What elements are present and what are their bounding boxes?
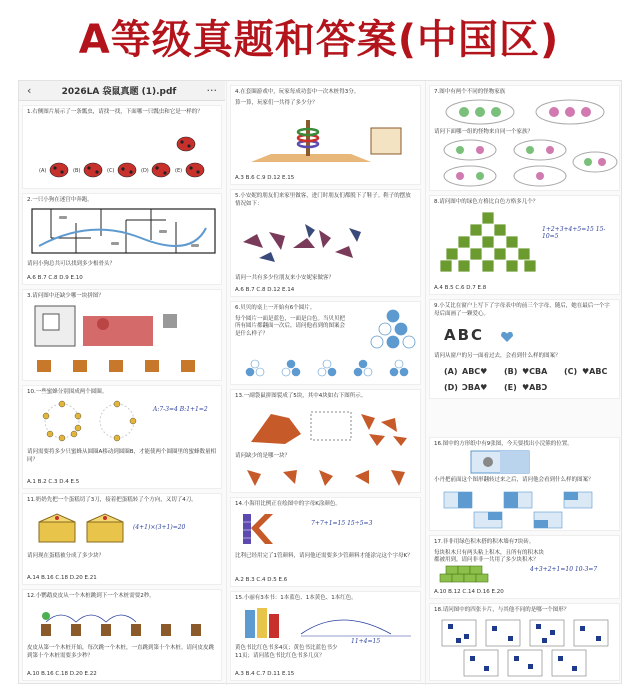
disc-options-icon <box>241 358 421 382</box>
question-text: 8.请问图中的绿色方格比白色方格多几个？ <box>434 199 539 205</box>
question-subtext: 小丹把前面这个图形翻转过来之后，请问他会看到什么样的图案？ <box>434 477 594 483</box>
question-card-16 <box>429 437 620 531</box>
question-card-14 <box>230 497 421 587</box>
pdf-title: 2026LA 袋鼠真题 (1).pdf <box>61 87 177 97</box>
question-text: 12.小鹦鹉皮皮从一个木桩跳到下一个木桩需要2秒。 <box>27 593 155 599</box>
handwritten-note: A:7-3=4 B:1+1=2 <box>153 406 208 413</box>
shoes-icon <box>239 212 419 268</box>
svg-text:♥ABƆ: ♥ABƆ <box>522 383 548 392</box>
handwritten-note: 7+7+1=15 15÷5=3 <box>311 520 373 527</box>
monster-family-icon <box>440 98 620 126</box>
bee-icon <box>37 398 147 444</box>
stumps-icon <box>31 604 221 638</box>
svg-text:(D): (D) <box>141 168 149 174</box>
letter-k-icon <box>241 512 291 546</box>
question-card-17 <box>429 535 620 599</box>
question-card-11 <box>22 493 222 585</box>
question-card-3 <box>22 289 222 381</box>
discs-icon <box>363 308 421 352</box>
svg-text:(E): (E) <box>175 168 183 174</box>
handwritten-note: 1+2+3+4+5=15 15-10=5 <box>542 226 606 240</box>
svg-text:(E): (E) <box>504 383 517 392</box>
question-card-10 <box>22 385 222 489</box>
question-subtext: 请问需要将多少只蜜蜂从圆圈A移动到圆圈B，才能使两个圆圈里的蜜蜂数量相同？ <box>27 449 217 463</box>
question-text: 14.小海用比例正在绘图中的字母K涂颜色。 <box>235 501 341 507</box>
question-text: 3.请问图中还缺少哪一块拼图？ <box>27 293 104 299</box>
question-text: 16.图中的方形纸中有9张图，今天要找出小浣熊的位置。 <box>434 441 573 447</box>
banner <box>0 0 638 72</box>
answer-options: A.6 B.7 C.8 D.9 E.10 <box>27 275 83 281</box>
question-subtext: 算一算，玩家们一共得了多少分？ <box>235 99 318 106</box>
cake-icon <box>37 512 127 546</box>
svg-text:(C): (C) <box>107 168 115 174</box>
question-subtext: 每块积木只有两头粘上积木，且所有的积木块都被用到，请问非非一共用了多少块积木？ <box>434 549 545 563</box>
question-subtext: 黄色书比红色书多4页；黄色书比蓝色书少11页；请问蓝色书比红色书多几页？ <box>235 645 338 659</box>
green-squares-icon <box>440 210 536 276</box>
answer-options: A.3 B.6 C.9 D.12 E.15 <box>235 175 295 181</box>
question-text: 9.小艾比在窗户上写下了字母表中的前三个字母，随后，她在最后一个字母后面画了一颗爱心。 <box>434 303 610 317</box>
monster-options-icon <box>440 138 620 188</box>
flip-options-icon <box>440 490 620 530</box>
answer-options: A.10 B.16 C.18 D.20 E.22 <box>27 671 97 677</box>
question-card-13 <box>230 389 421 493</box>
piece-options-icon <box>241 466 421 490</box>
question-subtext: 请问下面哪一组的怪物来自同一个家族？ <box>434 129 534 135</box>
question-subtext: 请问缺少的是哪一块？ <box>235 453 291 459</box>
question-card-12 <box>22 589 222 681</box>
answer-options: A.1 B.2 C.3 D.4 E.5 <box>27 479 80 485</box>
question-subtext: 皮皮从第一个木桩开始，每次跳一个木桩，一直跳到第十个木桩。请问皮皮跳到第十个木桩需要多少秒？ <box>27 645 215 659</box>
question-text: 7.图中有两个不同的怪物家族 <box>434 89 506 95</box>
question-text: 2.一只小狗在迷宫中奔跑。 <box>27 197 93 203</box>
svg-text:(B): (B) <box>73 168 81 174</box>
question-subtext: 请问一共有多少位朋友来小安妮家做客？ <box>235 275 335 281</box>
books-icon <box>241 606 421 642</box>
banner-title: A等级真题和答案(中国区) <box>78 16 560 63</box>
answer-options: A.14 B.16 C.18 D.20 E.21 <box>27 575 97 581</box>
question-text: 18.请问图中的四张卡片，与其他不同的是哪一个图形？ <box>434 607 570 613</box>
column-1 <box>19 81 225 685</box>
answer-options: A.4 B.5 C.6 D.7 E.8 <box>434 285 487 291</box>
exam-sheet <box>18 80 622 684</box>
question-subtext: 请问现在蛋糕被分成了多少块？ <box>27 553 105 559</box>
kangaroo-puzzle-icon <box>241 404 421 448</box>
question-text: 10.一些蜜蜂分别围成两个圆圈。 <box>27 389 108 395</box>
more-dots-icon[interactable]: ··· <box>206 84 217 97</box>
mirror-options-icon <box>440 364 620 396</box>
window-letters: ABC <box>444 326 485 344</box>
svg-text:♥CBA: ♥CBA <box>522 367 548 376</box>
question-card-2 <box>22 193 222 285</box>
question-text: 13.一副袋鼠拼图裂成了5块，其中4块如右下图所示。 <box>235 393 367 399</box>
chevron-left-icon[interactable]: ‹ <box>27 84 32 97</box>
question-text: 5.小安妮的朋友们来家里做客，进门时朋友们都脱下了鞋子。鞋子的摆放情况如下： <box>235 193 411 207</box>
question-text: 4.在套圈游戏中，玩家每成功套中一次木桩得3分。 <box>235 89 360 95</box>
svg-text:(D): (D) <box>444 383 458 392</box>
answer-options: A.3 B.4 C.7 D.11 E.15 <box>235 671 295 677</box>
question-text: 1.右侧图片展示了一条瓢虫，请找一找，下面哪一只瓢虫和它是一样的？ <box>27 109 203 115</box>
question-subtext: 每个圆片一面是蓝色，一面是白色。当贝贝把所有圆片都翻面一次后，请问他看到的图案会是什么样子？ <box>235 315 346 337</box>
svg-text:(A): (A) <box>444 367 458 376</box>
answer-options: A.2 B.3 C.4 D.5 E.6 <box>235 577 288 583</box>
puzzle-icon <box>33 304 218 380</box>
question-text: 17.非非用绿色积木搭的积木墙有7块砖。 <box>434 539 535 545</box>
handwritten-note: (4+1)×(3+1)=20 <box>133 524 186 531</box>
column-3 <box>425 81 623 685</box>
answer-options: A.10 B.12 C.14 D.16 E.20 <box>434 589 504 595</box>
svg-text:ABC♥: ABC♥ <box>462 367 488 376</box>
handwritten-note: 4+3+2+1=10 10-3=7 <box>530 566 598 573</box>
question-text: 11.奶奶先把一个蛋糕切了3刀，接着把蛋糕转了个方向，又切了4刀。 <box>27 497 197 503</box>
svg-text:(A): (A) <box>39 168 47 174</box>
question-card-15 <box>230 591 421 681</box>
question-card-5 <box>230 189 421 297</box>
question-text: 6.贝贝的桌上一开始有6个圆片。 <box>235 305 316 311</box>
svg-text:(C): (C) <box>564 367 578 376</box>
question-text: 15.小丽有3本书：1本蓝色、1本黄色、1本红色。 <box>235 595 357 601</box>
brick-wall-icon <box>438 562 494 584</box>
handwritten-note: 11+4=15 <box>351 638 381 645</box>
svg-text:♥ABC: ♥ABC <box>582 367 608 376</box>
question-subtext: 请问从窗户的另一面看过去，会看到什么样的图案？ <box>434 353 561 359</box>
question-subtext: 请问小狗总共可以找到多少根骨头？ <box>27 261 116 267</box>
question-card-7 <box>429 85 620 191</box>
question-card-6 <box>230 301 421 385</box>
question-subtext: 比利已经用完了1管颜料，请问他还需要多少管颜料才能涂完这个字母K？ <box>235 553 413 559</box>
ring-toss-icon <box>251 114 411 164</box>
question-card-18 <box>429 603 620 681</box>
maze-icon <box>31 208 216 254</box>
ladybug-icon <box>31 132 221 186</box>
question-card-9 <box>429 299 620 399</box>
answer-options: A.6 B.7 C.8 D.12 E.14 <box>235 287 295 293</box>
heart-icon <box>500 330 514 344</box>
svg-text:(B): (B) <box>504 367 518 376</box>
raccoon-card-icon <box>470 450 530 474</box>
question-card-8 <box>429 195 620 295</box>
column-2 <box>226 81 424 685</box>
question-card-4 <box>230 85 421 185</box>
dice-cards-icon <box>438 616 620 678</box>
svg-text:ƆBA♥: ƆBA♥ <box>462 383 488 392</box>
question-card-1 <box>22 105 222 189</box>
pdf-viewer-bar <box>19 81 225 101</box>
